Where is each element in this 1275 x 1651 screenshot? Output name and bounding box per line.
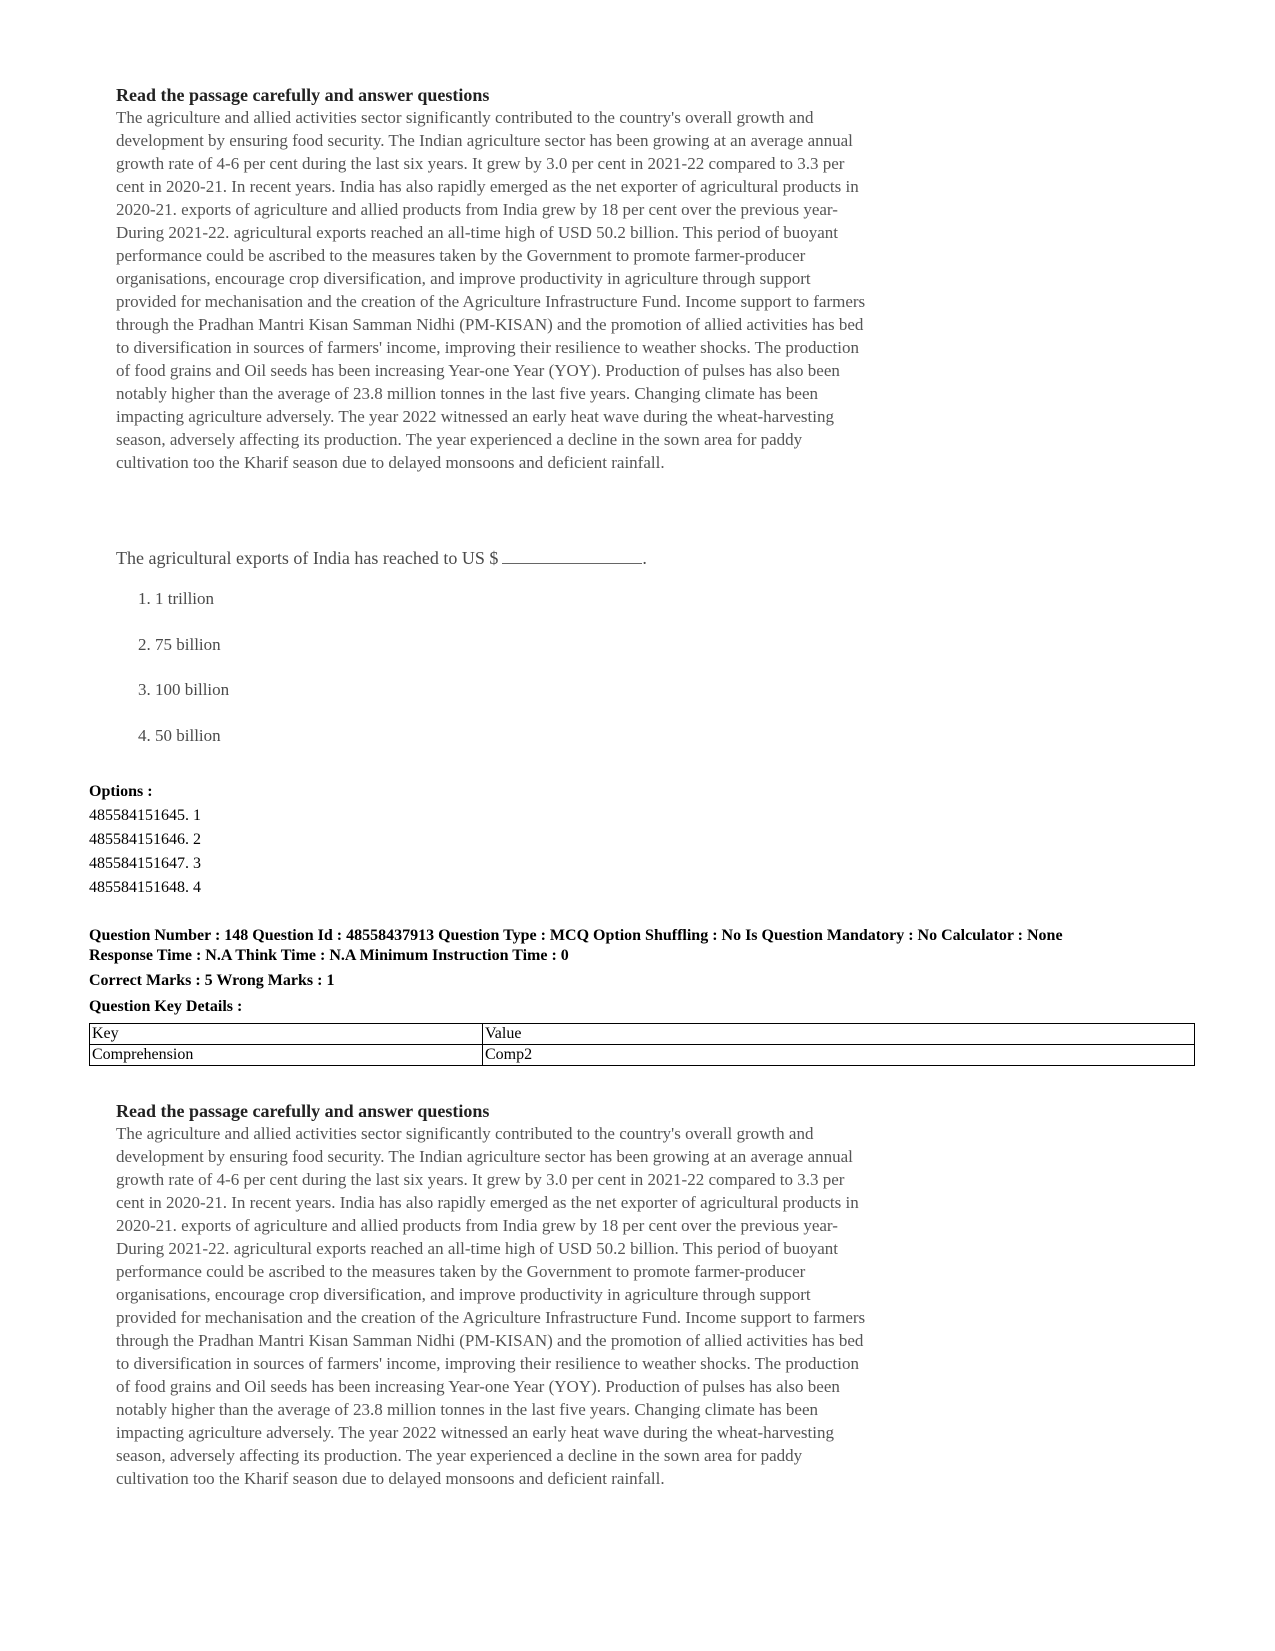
choice-item: 1. 1 trillion	[138, 589, 215, 608]
passage-line: performance could be ascribed to the measures taken by the Government to promote farmer-producer	[116, 246, 806, 265]
option-id: 485584151646. 2	[89, 831, 201, 848]
question-info-line2: Response Time : N.A Think Time : N.A Minimum Instruction Time : 0	[89, 946, 569, 964]
passage-line: of food grains and Oil seeds has been increasing Year-one Year (YOY). Production of pulses has also been	[116, 1377, 840, 1396]
passage-line: growth rate of 4-6 per cent during the last six years. It grew by 3.0 per cent in 2021-22 compared to 3.3 per	[116, 154, 845, 173]
passage-line: The agriculture and allied activities sector significantly contributed to the country's overall growth and	[116, 1124, 814, 1143]
passage-line: through the Pradhan Mantri Kisan Samman Nidhi (PM-KISAN) and the promotion of allied activities has bed	[116, 1331, 864, 1350]
marks-line: Correct Marks : 5 Wrong Marks : 1	[89, 972, 335, 989]
choice-item: 2. 75 billion	[138, 634, 221, 654]
passage-line: growth rate of 4-6 per cent during the last six years. It grew by 3.0 per cent in 2021-22 compared to 3.3 per	[116, 1170, 845, 1189]
passage-line: notably higher than the average of 23.8 million tonnes in the last five years. Changing climate has been	[116, 1400, 818, 1419]
passage-text	[116, 106, 996, 474]
passage-line: development by ensuring food security. The Indian agriculture sector has been growing at an average annual	[116, 1147, 853, 1166]
passage-line: of food grains and Oil seeds has been increasing Year-one Year (YOY). Production of pulses has also been	[116, 361, 840, 380]
table-cell-value: Comp2	[483, 1045, 1195, 1066]
passage-line: During 2021-22. agricultural exports reached an all-time high of USD 50.2 billion. This period of buoyant	[116, 223, 839, 242]
passage-line: performance could be ascribed to the measures taken by the Government to promote farmer-producer	[116, 1262, 806, 1281]
passage-line: provided for mechanisation and the creation of the Agriculture Infrastructure Fund. Income support to farmers	[116, 1308, 866, 1327]
question-block	[116, 548, 1016, 771]
passage-line: provided for mechanisation and the creation of the Agriculture Infrastructure Fund. Income support to farmers	[116, 292, 866, 311]
passage-line: organisations, encourage crop diversification, and improve productivity in agriculture through support	[116, 269, 811, 288]
passage-line: organisations, encourage crop diversification, and improve productivity in agriculture through support	[116, 1285, 811, 1304]
passage-line: 2020-21. exports of agriculture and allied products from India grew by 18 per cent over the previous year-	[116, 1216, 838, 1235]
passage-line: to diversification in sources of farmers' income, improving their resilience to weather shocks. The production	[116, 1354, 859, 1373]
passage-line: cultivation too the Kharif season due to delayed monsoons and deficient rainfall.	[116, 453, 665, 472]
passage-line: notably higher than the average of 23.8 million tonnes in the last five years. Changing climate has been	[116, 384, 818, 403]
passage-heading: Read the passage carefully and answer questions	[116, 85, 490, 105]
option-id: 485584151645. 1	[89, 807, 201, 824]
question-choices	[138, 589, 1016, 771]
table-header-row	[90, 1024, 1195, 1045]
table-header-key: Key	[90, 1024, 483, 1045]
question-info	[89, 926, 1189, 965]
passage-line: season, adversely affecting its production. The year experienced a decline in the sown area for paddy	[116, 430, 803, 449]
passage-line: impacting agriculture adversely. The year 2022 witnessed an early heat wave during the wheat-harvesting	[116, 407, 834, 426]
question-info-line1: Question Number : 148 Question Id : 48558437913 Question Type : MCQ Option Shuffling : No Is Question Mandatory : No Calculator : None	[89, 927, 1063, 944]
question-meta	[89, 780, 1189, 1016]
key-details-table	[89, 1023, 1195, 1066]
options-heading: Options :	[89, 783, 153, 800]
passage-text	[116, 1122, 996, 1490]
passage-line: During 2021-22. agricultural exports reached an all-time high of USD 50.2 billion. This period of buoyant	[116, 1239, 839, 1258]
passage-line: to diversification in sources of farmers' income, improving their resilience to weather shocks. The production	[116, 338, 859, 357]
choice-item: 4. 50 billion	[138, 725, 221, 745]
passage-image-2	[116, 1100, 996, 1490]
passage-line: development by ensuring food security. The Indian agriculture sector has been growing at an average annual	[116, 131, 853, 150]
key-details-heading: Question Key Details :	[89, 997, 243, 1015]
option-id: 485584151648. 4	[89, 879, 201, 896]
answer-blank	[502, 549, 642, 564]
question-stem-text: The agricultural exports of India has reached to US $	[116, 548, 499, 568]
passage-heading: Read the passage carefully and answer questions	[116, 1101, 490, 1121]
passage-line: cent in 2020-21. In recent years. India has also rapidly emerged as the net exporter of agricultural products in	[116, 1193, 859, 1212]
passage-line: impacting agriculture adversely. The year 2022 witnessed an early heat wave during the wheat-harvesting	[116, 1423, 834, 1442]
passage-line: 2020-21. exports of agriculture and allied products from India grew by 18 per cent over the previous year-	[116, 200, 838, 219]
choice-item: 3. 100 billion	[138, 680, 230, 699]
question-stem-end: .	[642, 548, 647, 568]
passage-line: season, adversely affecting its production. The year experienced a decline in the sown area for paddy	[116, 1446, 803, 1465]
passage-line: cent in 2020-21. In recent years. India has also rapidly emerged as the net exporter of agricultural products in	[116, 177, 859, 196]
passage-line: through the Pradhan Mantri Kisan Samman Nidhi (PM-KISAN) and the promotion of allied activities has bed	[116, 315, 864, 334]
table-row	[90, 1045, 1195, 1066]
question-stem	[116, 548, 1016, 569]
passage-image-1	[116, 84, 996, 474]
table-cell-key: Comprehension	[90, 1045, 483, 1066]
table-header-value: Value	[483, 1024, 1195, 1045]
passage-line: cultivation too the Kharif season due to delayed monsoons and deficient rainfall.	[116, 1469, 665, 1488]
option-id: 485584151647. 3	[89, 855, 201, 872]
passage-line: The agriculture and allied activities sector significantly contributed to the country's overall growth and	[116, 108, 814, 127]
